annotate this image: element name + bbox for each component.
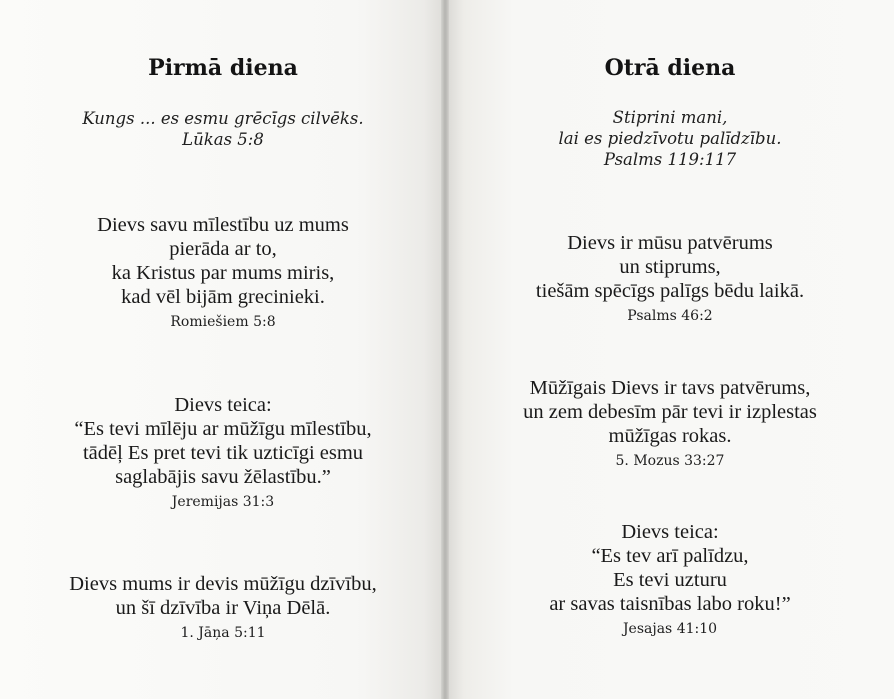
verse-line: pierāda ar to, <box>169 238 277 260</box>
verse-reference: Jeremijas 31:3 <box>171 494 275 510</box>
verse-reference: 1. Jāņa 5:11 <box>180 625 266 641</box>
right-epigraph-line: Stiprini mani, <box>612 108 728 127</box>
right-page <box>446 0 894 699</box>
right-passage-1 <box>446 231 894 326</box>
verse-line: kad vēl bijām grecinieki. <box>121 286 325 308</box>
verse-line: tādēļ Es pret tevi tik uzticīgi esmu <box>82 442 364 464</box>
left-epigraph-line: Kungs ... es esmu grēcīgs cilvēks. <box>82 109 364 128</box>
verse-line: Dievs teica: <box>174 394 272 416</box>
left-epigraph <box>0 108 446 150</box>
right-passage-3 <box>446 520 894 639</box>
right-passage-2 <box>446 376 894 471</box>
left-epigraph-reference: Lūkas 5:8 <box>182 130 264 149</box>
verse-line: Dievs ir mūsu patvērums <box>567 232 773 254</box>
verse-reference: Psalms 46:2 <box>627 308 713 324</box>
verse-line: mūžīgas rokas. <box>608 425 732 447</box>
verse-line: Dievs savu mīlestību uz mums <box>97 214 349 236</box>
left-passage-1 <box>0 213 446 332</box>
verse-line: Dievs teica: <box>621 521 719 543</box>
verse-line: ka Kristus par mums miris, <box>111 262 335 284</box>
left-passage-2 <box>0 393 446 512</box>
verse-line: saglabājis savu žēlastību.” <box>115 466 331 488</box>
verse-line: “Es tevi mīlēju ar mūžīgu mīlestību, <box>74 418 372 440</box>
verse-line: Mūžīgais Dievs ir tavs patvērums, <box>529 377 811 399</box>
verse-line: un šī dzīvība ir Viņa Dēlā. <box>115 597 331 619</box>
verse-line: tiešām spēcīgs palīgs bēdu laikā. <box>535 280 805 302</box>
right-page-title: Otrā diena <box>604 55 736 81</box>
verse-line: ar savas taisnības labo roku!” <box>549 593 791 615</box>
verse-line: un stiprums, <box>619 256 721 278</box>
book-gutter <box>441 0 449 699</box>
verse-reference: 5. Mozus 33:27 <box>615 453 725 469</box>
right-epigraph-line: lai es piedzīvotu palīdzību. <box>558 129 782 148</box>
verse-reference: Romiešiem 5:8 <box>170 314 276 330</box>
verse-reference: Jesajas 41:10 <box>622 621 718 637</box>
left-passage-3 <box>0 572 446 643</box>
left-page-title: Pirmā diena <box>148 55 298 81</box>
verse-line: Es tevi uzturu <box>613 569 727 591</box>
right-epigraph <box>446 107 894 170</box>
verse-line: Dievs mums ir devis mūžīgu dzīvību, <box>69 573 377 595</box>
verse-line: un zem debesīm pār tevi ir izplestas <box>523 401 817 423</box>
right-epigraph-reference: Psalms 119:117 <box>603 150 737 169</box>
verse-line: “Es tev arī palīdzu, <box>591 545 749 567</box>
left-page <box>0 0 446 699</box>
